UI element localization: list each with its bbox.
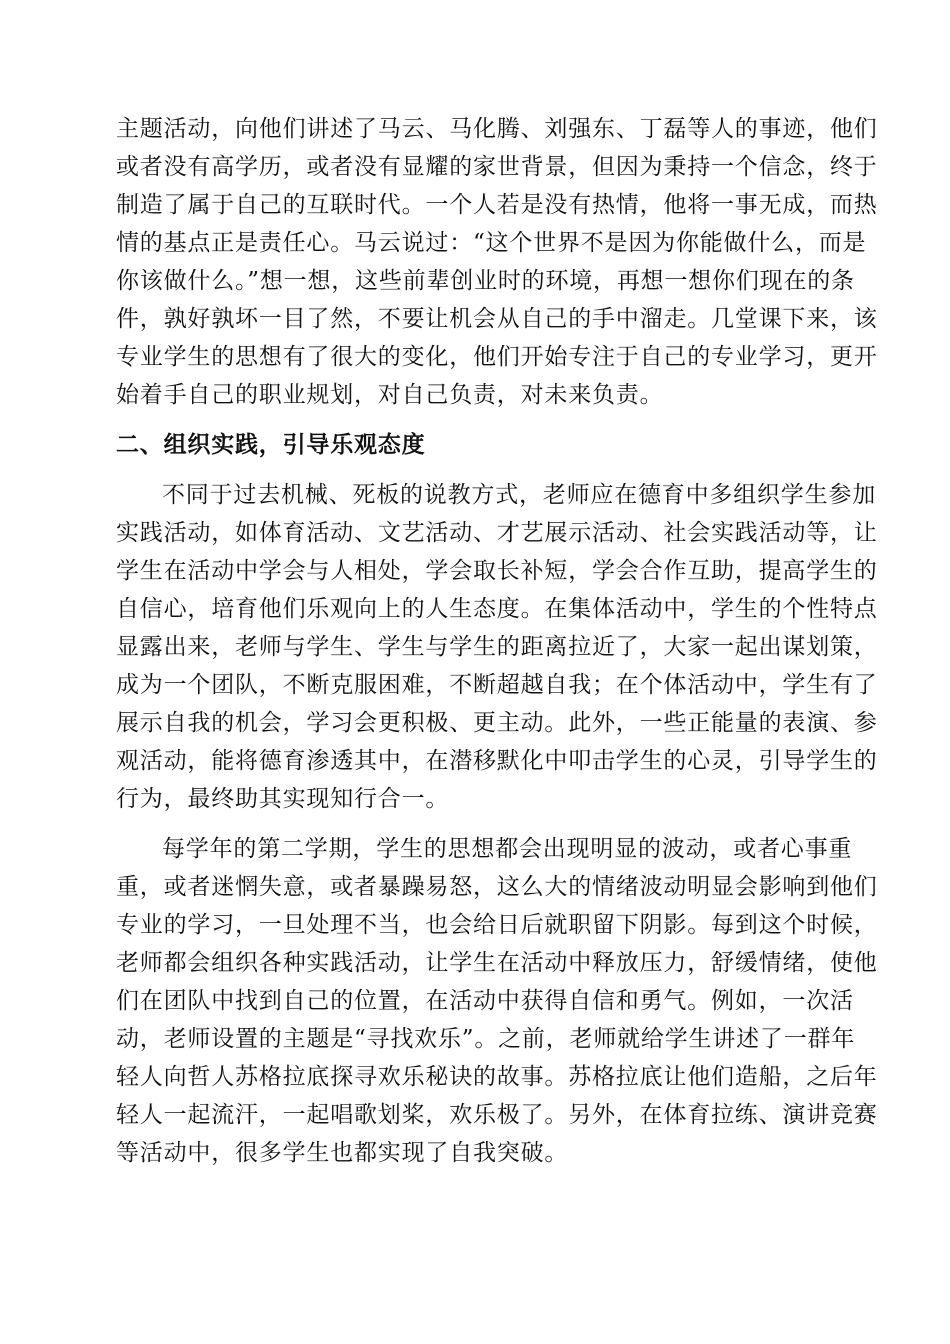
text-line: 们在团队中找到自己的位置，在活动中获得自信和勇气。例如，一次活: [116, 988, 854, 1014]
paragraph-gap: [116, 818, 834, 830]
text-line: 或者没有高学历，或者没有显耀的家世背景，但因为秉持一个信念，终于: [116, 154, 878, 180]
text-line: 观活动，能将德育渗透其中，在潜移默化中叩击学生的心灵，引导学生的: [116, 748, 878, 774]
text-line: 件，孰好孰坏一目了然，不要让机会从自己的手中溜走。几堂课下来，该: [116, 306, 878, 332]
document-body: [116, 110, 878, 1172]
text-line: 实践活动，如体育活动、文艺活动、才艺展示活动、社会实践活动等，让: [116, 520, 878, 546]
text-line: 制造了属于自己的互联时代。一个人若是没有热情，他将一事无成，而热: [116, 192, 878, 218]
paragraph-2: [116, 476, 878, 818]
text-line: 等活动中，很多学生也都实现了自我突破。: [116, 1140, 569, 1166]
text-line: 重，或者迷惘失意，或者暴躁易怒，这么大的情绪波动明显会影响到他们: [116, 874, 878, 900]
paragraph-3: [116, 830, 878, 1172]
text-line: 每学年的第二学期，学生的思想都会出现明显的波动，或者心事重: [162, 836, 853, 862]
text-line: 展示自我的机会，学习会更积极、更主动。此外，一些正能量的表演、参: [116, 710, 878, 736]
text-line: 你该做什么。”想一想，这些前辈创业时的环境，再想一想你们现在的条: [116, 268, 855, 294]
text-line: 始着手自己的职业规划，对自己负责，对未来负责。: [116, 382, 664, 408]
text-line: 学生在活动中学会与人相处，学会取长补短，学会合作互助，提高学生的: [116, 558, 878, 584]
paragraph-1: [116, 110, 878, 414]
text-line: 行为，最终助其实现知行合一。: [116, 786, 450, 812]
text-line: 专业的学习，一旦处理不当，也会给日后就职留下阴影。每到这个时候，: [116, 912, 878, 938]
text-line: 成为一个团队，不断克服困难，不断超越自我；在个体活动中，学生有了: [116, 672, 878, 698]
text-line: 轻人一起流汗，一起唱歌划桨，欢乐极了。另外，在体育拉练、演讲竞赛: [116, 1102, 878, 1128]
text-line: 老师都会组织各种实践活动，让学生在活动中释放压力，舒缓情绪，使他: [116, 950, 878, 976]
text-line: 不同于过去机械、死板的说教方式，老师应在德育中多组织学生参加: [162, 482, 876, 508]
text-line: 主题活动，向他们讲述了马云、马化腾、刘强东、丁磊等人的事迹，他们: [116, 116, 878, 142]
text-line: 显露出来，老师与学生、学生与学生的距离拉近了，大家一起出谋划策，: [116, 634, 878, 660]
section-heading: 二、组织实践，引导乐观态度: [116, 432, 426, 458]
text-line: 情的基点正是责任心。马云说过：“这个世界不是因为你能做什么，而是: [116, 230, 867, 256]
text-line: 自信心，培育他们乐观向上的人生态度。在集体活动中，学生的个性特点: [116, 596, 878, 622]
text-line: 动，老师设置的主题是“寻找欢乐”。之前，老师就给学生讲述了一群年: [116, 1026, 856, 1052]
text-line: 专业学生的思想有了很大的变化，他们开始专注于自己的专业学习，更开: [116, 344, 878, 370]
text-line: 轻人向哲人苏格拉底探寻欢乐秘诀的故事。苏格拉底让他们造船，之后年: [116, 1064, 878, 1090]
